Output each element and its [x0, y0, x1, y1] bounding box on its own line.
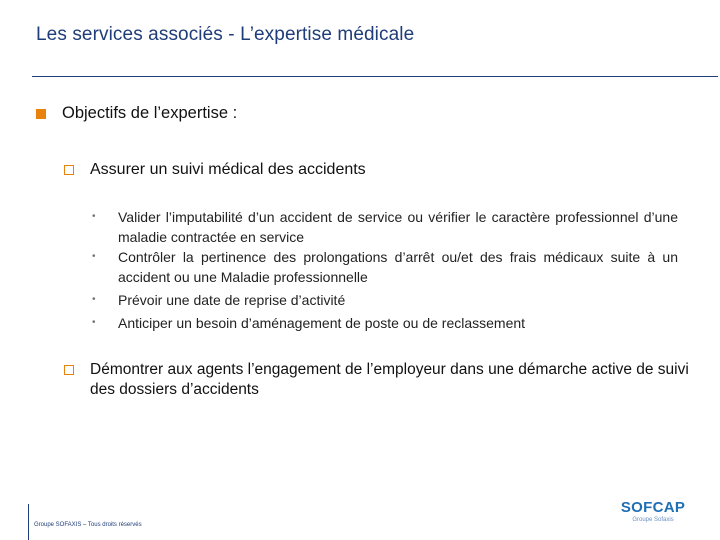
- sub-item-text: Valider l’imputabilité d’un accident de service ou vérifier le caractère professionnel d’une maladie contractée en service: [118, 209, 678, 245]
- hollow-square-bullet-icon: [64, 365, 74, 375]
- bullet-dot-icon: •: [92, 317, 96, 328]
- point-2-text: Démontrer aux agents l’engagement de l’employeur dans une démarche active de suivi des dossiers d’accidents: [90, 361, 689, 398]
- square-bullet-icon: [36, 109, 46, 119]
- bullet-dot-icon: •: [92, 294, 96, 305]
- list-item: [92, 247, 678, 287]
- logo-name: SOFCAP: [620, 499, 686, 516]
- sub-item-text: Contrôler la pertinence des prolongations d’arrêt ou/et des frais médicaux suite à un accident ou une Maladie professionnelle: [118, 249, 678, 285]
- logo-subtitle: Groupe Sofaxis: [632, 517, 674, 523]
- list-item: [92, 290, 678, 310]
- section-heading: [36, 104, 237, 123]
- bullet-dot-icon: •: [92, 251, 96, 262]
- list-item: [92, 313, 678, 333]
- footer-divider: [28, 504, 29, 540]
- point-1: [64, 160, 690, 180]
- section-heading-text: Objectifs de l’expertise :: [62, 104, 238, 122]
- point-2: [64, 360, 690, 400]
- sub-item-list: [92, 207, 678, 333]
- list-item: [92, 207, 678, 247]
- footer-copyright: Groupe SOFAXIS – Tous droits réservés: [34, 522, 142, 528]
- bullet-dot-icon: •: [92, 211, 96, 222]
- sub-item-text: Prévoir une date de reprise d’activité: [118, 292, 346, 308]
- title-divider: [32, 76, 718, 77]
- point-1-text: Assurer un suivi médical des accidents: [90, 161, 366, 178]
- sofcap-logo: [620, 500, 686, 526]
- slide-title: Les services associés - L’expertise médicale: [36, 24, 415, 45]
- hollow-square-bullet-icon: [64, 165, 74, 175]
- sub-item-text: Anticiper un besoin d’aménagement de poste ou de reclassement: [118, 315, 526, 331]
